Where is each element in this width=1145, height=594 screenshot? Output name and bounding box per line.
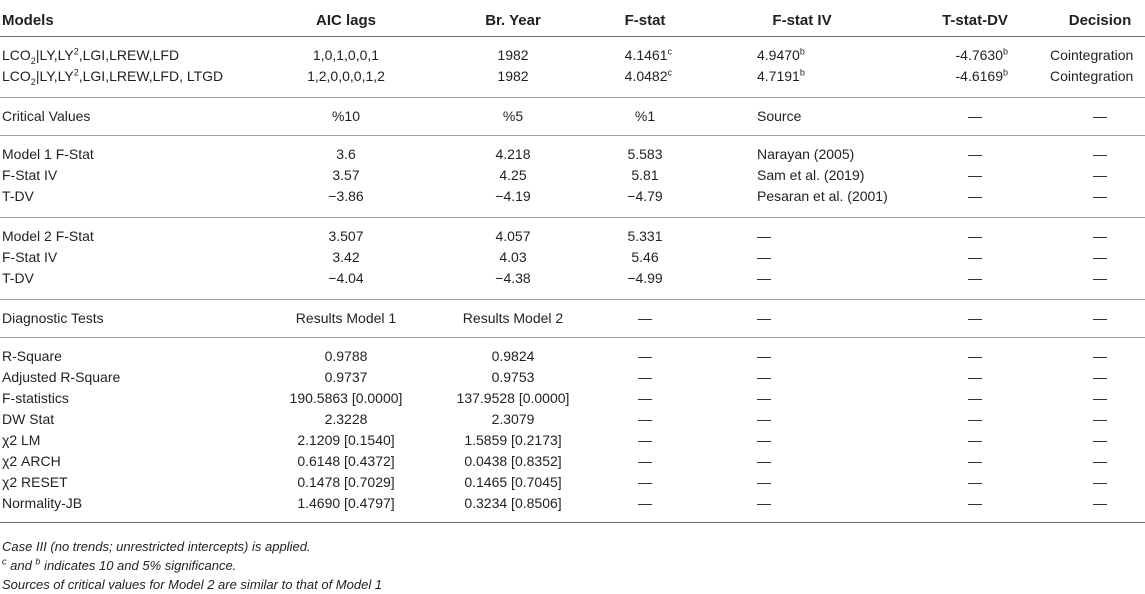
table-row — [0, 493, 1145, 514]
col-7: — — [1093, 310, 1107, 326]
col-header-models: Models — [2, 12, 54, 29]
critical-values-header — [0, 106, 1145, 127]
col-5: — — [757, 228, 771, 244]
col-2: 0.9788 — [324, 348, 368, 364]
diagnostic-tests — [0, 346, 1145, 514]
col-2: 0.6148 [0.4372] — [297, 453, 395, 469]
col-3: −4.38 — [495, 270, 531, 286]
col-7: — — [1093, 188, 1107, 204]
cv-col-10: %10 — [331, 108, 361, 124]
br-year-cell: 1982 — [497, 68, 529, 84]
col-2: 3.6 — [336, 146, 356, 162]
col-5: — — [757, 495, 771, 511]
col-2: Results Model 1 — [295, 310, 397, 326]
col-4: 5.46 — [631, 249, 659, 265]
col-6: — — [968, 390, 982, 406]
table-notes — [2, 537, 382, 594]
table-row — [0, 451, 1145, 472]
diagnostic-tests-header — [0, 308, 1145, 329]
col-7: — — [1093, 411, 1107, 427]
col-6: — — [968, 310, 982, 326]
col-7: — — [1093, 495, 1107, 511]
br-year-cell: 1982 — [497, 47, 529, 63]
col-2: 190.5863 [0.0000] — [289, 390, 403, 406]
table-row — [0, 430, 1145, 451]
col-2: 3.57 — [332, 167, 360, 183]
row-label: R-Square — [2, 348, 62, 364]
note-sources: Sources of critical values for Model 2 are similar to that of Model 1 — [2, 577, 383, 592]
table-row — [0, 409, 1145, 430]
col-6: — — [968, 369, 982, 385]
col-7: — — [1093, 390, 1107, 406]
col-2: 0.1478 [0.7029] — [297, 474, 395, 490]
col-4: — — [638, 348, 652, 364]
col-2: 0.9737 — [324, 369, 368, 385]
col-5: — — [757, 249, 771, 265]
row-label: Diagnostic Tests — [2, 310, 104, 326]
col-6: — — [968, 453, 982, 469]
cv-col-source: Source — [757, 108, 802, 124]
col-5: Sam et al. (2019) — [757, 167, 865, 183]
col-6: — — [968, 411, 982, 427]
table-row — [0, 268, 1145, 289]
col-7: — — [1093, 249, 1107, 265]
aic-lags-cell: 1,2,0,0,0,1,2 — [307, 68, 385, 84]
model1-critical-values — [0, 144, 1145, 207]
col-5: — — [757, 474, 771, 490]
row-label: Model 1 F-Stat — [2, 146, 94, 162]
col-7: — — [1093, 167, 1107, 183]
col-3: 0.9824 — [491, 348, 535, 364]
col-4: 5.331 — [627, 228, 663, 244]
note-case: Case III (no trends; unrestricted intercepts) is applied. — [2, 539, 311, 554]
table-row — [0, 165, 1145, 186]
col-7: — — [1093, 432, 1107, 448]
model-name: $LCO_2|LY,LY^2,LGI,LREW,LFD$ — [2, 46, 180, 66]
col-4: — — [638, 453, 652, 469]
table-row — [0, 388, 1145, 409]
col-3: 4.03 — [499, 249, 527, 265]
col-5: — — [757, 310, 771, 326]
col-3: 4.057 — [495, 228, 531, 244]
model-row — [0, 66, 1145, 87]
table-row — [0, 472, 1145, 493]
col-3: 4.25 — [499, 167, 527, 183]
col-6: — — [968, 474, 982, 490]
cv-col-dash: — — [1093, 108, 1107, 124]
col-3: 0.1465 [0.7045] — [464, 474, 562, 490]
col-2: −4.04 — [328, 270, 364, 286]
col-5: — — [757, 411, 771, 427]
col-7: — — [1093, 146, 1107, 162]
col-header-f-stat: F-stat — [624, 12, 666, 29]
f-stat-iv-cell: 4.9470$^b$ — [757, 46, 805, 63]
col-4: −4.99 — [627, 270, 663, 286]
t-stat-dv-cell: -4.6169$^b$ — [955, 67, 1008, 84]
col-2: 1.4690 [0.4797] — [297, 495, 395, 511]
col-4: — — [638, 390, 652, 406]
row-label: F-Stat IV — [2, 167, 58, 183]
col-4: — — [638, 474, 652, 490]
table-row — [0, 247, 1145, 268]
row-label: T-DV — [2, 188, 34, 204]
cv-col-dash: — — [968, 108, 982, 124]
decision-cell: Cointegration — [1050, 47, 1134, 63]
col-5: — — [757, 432, 771, 448]
col-6: — — [968, 188, 982, 204]
col-3: 0.0438 [0.8352] — [464, 453, 562, 469]
col-header-aic-lags: AIC lags — [315, 12, 376, 29]
col-6: — — [968, 228, 982, 244]
row-label: χ2 ARCH — [2, 453, 61, 469]
col-4: — — [638, 432, 652, 448]
col-2: 3.507 — [328, 228, 364, 244]
col-5: — — [757, 369, 771, 385]
col-6: — — [968, 432, 982, 448]
col-6: — — [968, 495, 982, 511]
col-7: — — [1093, 348, 1107, 364]
col-header-t-stat-dv: T-stat-DV — [942, 12, 1008, 29]
col-3: 1.5859 [0.2173] — [464, 432, 562, 448]
note-significance: $^c$ and $^b$ indicates 10 and 5% significance. — [2, 556, 237, 573]
col-7: — — [1093, 453, 1107, 469]
col-3: 0.9753 — [491, 369, 535, 385]
col-3: 2.3079 — [491, 411, 535, 427]
col-4: — — [638, 495, 652, 511]
col-5: Pesaran et al. (2001) — [757, 188, 888, 204]
col-7: — — [1093, 369, 1107, 385]
col-4: 5.81 — [631, 167, 659, 183]
table-row — [0, 186, 1145, 207]
col-4: — — [638, 369, 652, 385]
row-label: Normality-JB — [2, 495, 83, 511]
aic-lags-cell: 1,0,1,0,0,1 — [312, 47, 380, 63]
row-label: Adjusted R-Square — [2, 369, 121, 385]
bottom-rule — [0, 522, 1145, 523]
table-row — [0, 308, 1145, 329]
col-header-decision: Decision — [1068, 12, 1132, 29]
col-7: — — [1093, 228, 1107, 244]
cv-col-5: %5 — [502, 108, 524, 124]
col-header-f-stat-iv: F-stat IV — [772, 12, 832, 29]
col-4: — — [638, 411, 652, 427]
f-stat-iv-cell: 4.7191$^b$ — [757, 67, 805, 84]
row-label: Model 2 F-Stat — [2, 228, 94, 244]
col-4: — — [638, 310, 652, 326]
col-5: — — [757, 270, 771, 286]
col-6: — — [968, 348, 982, 364]
col-3: −4.19 — [495, 188, 531, 204]
col-5: — — [757, 453, 771, 469]
col-header-br-year: Br. Year — [485, 12, 541, 29]
model2-critical-values — [0, 226, 1145, 289]
col-2: 2.3228 — [324, 411, 368, 427]
col-6: — — [968, 146, 982, 162]
col-2: 2.1209 [0.1540] — [297, 432, 395, 448]
model-row — [0, 45, 1145, 66]
col-6: — — [968, 249, 982, 265]
col-4: −4.79 — [627, 188, 663, 204]
f-stat-cell: 4.0482$^c$ — [624, 67, 672, 84]
row-label: DW Stat — [2, 411, 55, 427]
col-5: Narayan (2005) — [757, 146, 855, 162]
f-stat-cell: 4.1461$^c$ — [624, 46, 672, 63]
col-4: 5.583 — [627, 146, 663, 162]
table-row — [0, 367, 1145, 388]
row-label: χ2 LM — [2, 432, 41, 448]
row-label: T-DV — [2, 270, 34, 286]
cv-col-1: %1 — [634, 108, 656, 124]
table-row — [0, 144, 1145, 165]
t-stat-dv-cell: -4.7630$^b$ — [955, 46, 1008, 63]
col-3: 4.218 — [495, 146, 531, 162]
row-label: F-statistics — [2, 390, 69, 406]
col-7: — — [1093, 270, 1107, 286]
decision-cell: Cointegration — [1050, 68, 1134, 84]
col-2: −3.86 — [328, 188, 364, 204]
table-row — [0, 226, 1145, 247]
row-label: χ2 RESET — [2, 474, 68, 490]
table-header — [0, 6, 1145, 36]
cv-label: Critical Values — [2, 108, 91, 124]
col-5: — — [757, 348, 771, 364]
col-7: — — [1093, 474, 1107, 490]
row-label: F-Stat IV — [2, 249, 58, 265]
table-row — [0, 346, 1145, 367]
col-2: 3.42 — [332, 249, 360, 265]
col-3: 0.3234 [0.8506] — [464, 495, 562, 511]
col-3: 137.9528 [0.0000] — [456, 390, 570, 406]
col-5: — — [757, 390, 771, 406]
col-3: Results Model 2 — [462, 310, 564, 326]
model-name: $LCO_2|LY,LY^2,LGI,LREW,LFD$, LTGD — [2, 67, 224, 87]
col-6: — — [968, 270, 982, 286]
col-6: — — [968, 167, 982, 183]
